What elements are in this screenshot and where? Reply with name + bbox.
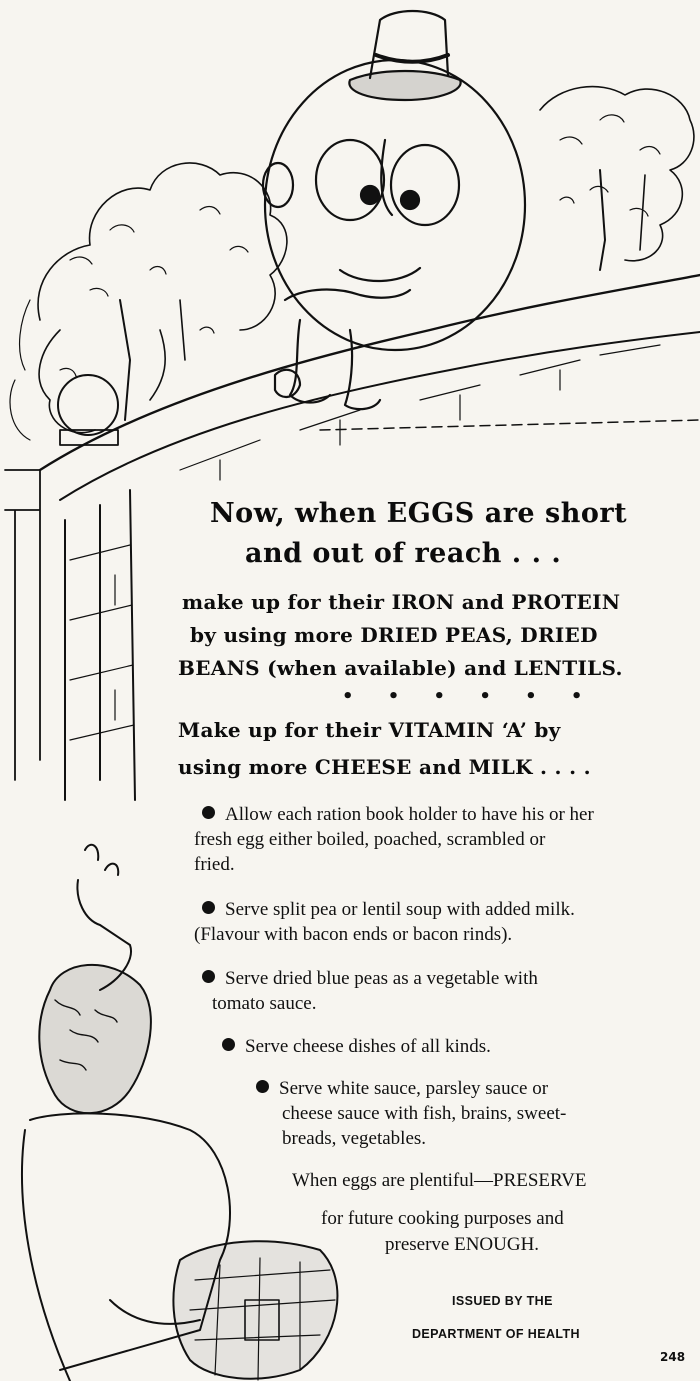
bullet-item-1 — [194, 802, 594, 877]
bullet-5-line-3: breads, vegetables. — [282, 1128, 427, 1149]
code-number: 248 — [660, 1350, 686, 1364]
intro-line-3: BEANS (when available) and LENTILS. — [178, 656, 623, 680]
closing-line-1: When eggs are plentiful—PRESERVE — [292, 1170, 587, 1191]
bullet-item-5 — [256, 1076, 566, 1151]
vitamin-line-2: using more CHEESE and MILK . . . . — [178, 755, 591, 779]
bullet-2-line-1: Serve split pea or lentil soup with added milk. — [225, 899, 575, 920]
bullet-1-line-2: fresh egg either boiled, poached, scrambled or — [194, 829, 546, 850]
issuer-line-2: DEPARTMENT OF HEALTH — [412, 1327, 580, 1341]
bullet-5-line-1: Serve white sauce, parsley sauce or — [279, 1078, 549, 1099]
vitamin-line-1: Make up for their VITAMIN ‘A’ by — [178, 718, 561, 742]
bullet-3-line-2: tomato sauce. — [212, 993, 317, 1014]
closing-line-2: for future cooking purposes and — [321, 1208, 564, 1229]
intro-line-1: make up for their IRON and PROTEIN — [182, 590, 621, 614]
bullet-4-line-1: Serve cheese dishes of all kinds. — [245, 1036, 491, 1057]
top-hat-icon — [349, 11, 460, 100]
bullet-icon — [202, 806, 215, 819]
bullet-5-line-2: cheese sauce with fish, brains, sweet- — [282, 1103, 567, 1124]
tree-icon — [10, 163, 287, 440]
bullet-3-line-1: Serve dried blue peas as a vegetable with — [225, 968, 538, 989]
egg-character-icon — [263, 11, 525, 409]
bullet-item-4 — [222, 1034, 491, 1059]
bullet-1-line-3: fried. — [194, 854, 235, 875]
tree-icon — [540, 87, 694, 270]
bullet-icon — [222, 1038, 235, 1051]
closing-line-3: preserve ENOUGH. — [385, 1234, 540, 1255]
bullet-item-2 — [194, 897, 575, 947]
bullet-icon — [256, 1080, 269, 1093]
bullet-2-line-2: (Flavour with bacon ends or bacon rinds). — [194, 924, 513, 945]
bullet-1-line-1: Allow each ration book holder to have his or her — [225, 804, 594, 825]
headline-line-1: Now, when EGGS are short — [210, 498, 628, 529]
separator-dots: • • • • • • — [342, 686, 597, 707]
bullet-item-3 — [202, 966, 538, 1016]
bullet-icon — [202, 901, 215, 914]
intro-line-2: by using more DRIED PEAS, DRIED — [190, 623, 598, 647]
issuer-line-1: ISSUED BY THE — [452, 1294, 553, 1308]
bullet-icon — [202, 970, 215, 983]
headline-line-2: and out of reach . . . — [245, 538, 562, 569]
